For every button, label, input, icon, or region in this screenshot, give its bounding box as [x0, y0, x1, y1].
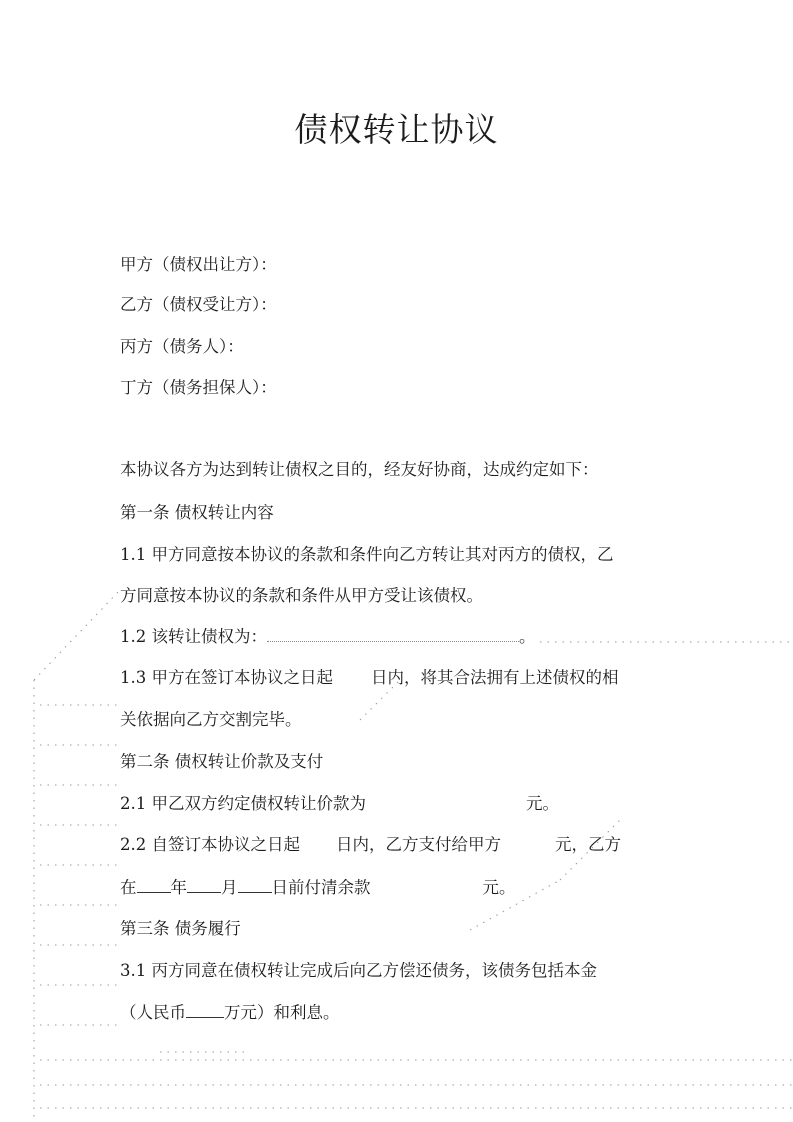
year-label: 年	[170, 878, 187, 897]
clause-3-1-line2	[120, 1001, 340, 1024]
principal-blank[interactable]	[186, 1001, 224, 1018]
clause-1-3-prefix: 1.3 甲方在签订本协议之日起	[120, 668, 333, 687]
document-title: 债权转让协议	[294, 110, 499, 149]
clause-3-1-line1: 3.1 丙方同意在债权转让完成后向乙方偿还债务，该债务包括本金	[120, 961, 597, 980]
clause-2-2-end: 元。	[482, 878, 516, 897]
clause-3-1-rmb: （人民币	[120, 1003, 186, 1022]
clause-2-2-line1	[120, 834, 621, 856]
clause-1-3-suffix: 日内，将其合法拥有上述债权的相	[371, 668, 619, 687]
clause-1-2-suffix: 。	[519, 627, 536, 646]
clause-1-1-line2: 方同意按本协议的条款和条件从甲方受让该债权。	[120, 586, 483, 605]
clause-2-1-prefix: 2.1 甲乙双方约定债权转让价款为	[120, 794, 366, 813]
clause-2-2-in: 在	[120, 878, 137, 897]
clause-1-2-prefix: 1.2 该转让债权为：	[120, 627, 267, 646]
clause-2-1-suffix: 元。	[526, 794, 559, 813]
day-blank[interactable]	[238, 876, 272, 893]
party-b-label: 乙方（债权受让方）：	[120, 295, 277, 314]
clause-2-2-mid: 日内，乙方支付给甲方	[336, 835, 501, 854]
article-3-heading: 第三条 债务履行	[120, 919, 241, 938]
month-blank[interactable]	[187, 876, 221, 893]
clause-2-2-suffix: 元，乙方	[555, 835, 621, 854]
day-label: 日前付清余款	[271, 878, 371, 897]
month-label: 月	[221, 878, 238, 897]
clause-2-1	[120, 793, 559, 815]
clause-2-2-line2	[120, 876, 516, 899]
clause-1-3-line1	[120, 667, 619, 689]
clause-1-3-line2: 关依据向乙方交割完毕。	[120, 710, 302, 729]
party-c-label: 丙方（债务人）：	[120, 337, 244, 356]
clause-1-2	[120, 626, 536, 648]
year-blank[interactable]	[137, 876, 171, 893]
party-d-label: 丁方（债务担保人）：	[120, 378, 277, 397]
article-2-heading: 第二条 债权转让价款及支付	[120, 752, 324, 771]
party-a-label: 甲方（债权出让方）：	[120, 255, 277, 274]
article-1-heading: 第一条 债权转让内容	[120, 503, 274, 522]
clause-3-1-end: 万元）和利息。	[224, 1003, 340, 1022]
preamble: 本协议各方为达到转让债权之目的，经友好协商，达成约定如下：	[120, 460, 599, 479]
clause-1-1-line1: 1.1 甲方同意按本协议的条款和条件向乙方转让其对丙方的债权，乙	[120, 545, 614, 564]
transfer-claim-blank[interactable]	[267, 627, 519, 642]
clause-2-2-prefix: 2.2 自签订本协议之日起	[120, 835, 300, 854]
